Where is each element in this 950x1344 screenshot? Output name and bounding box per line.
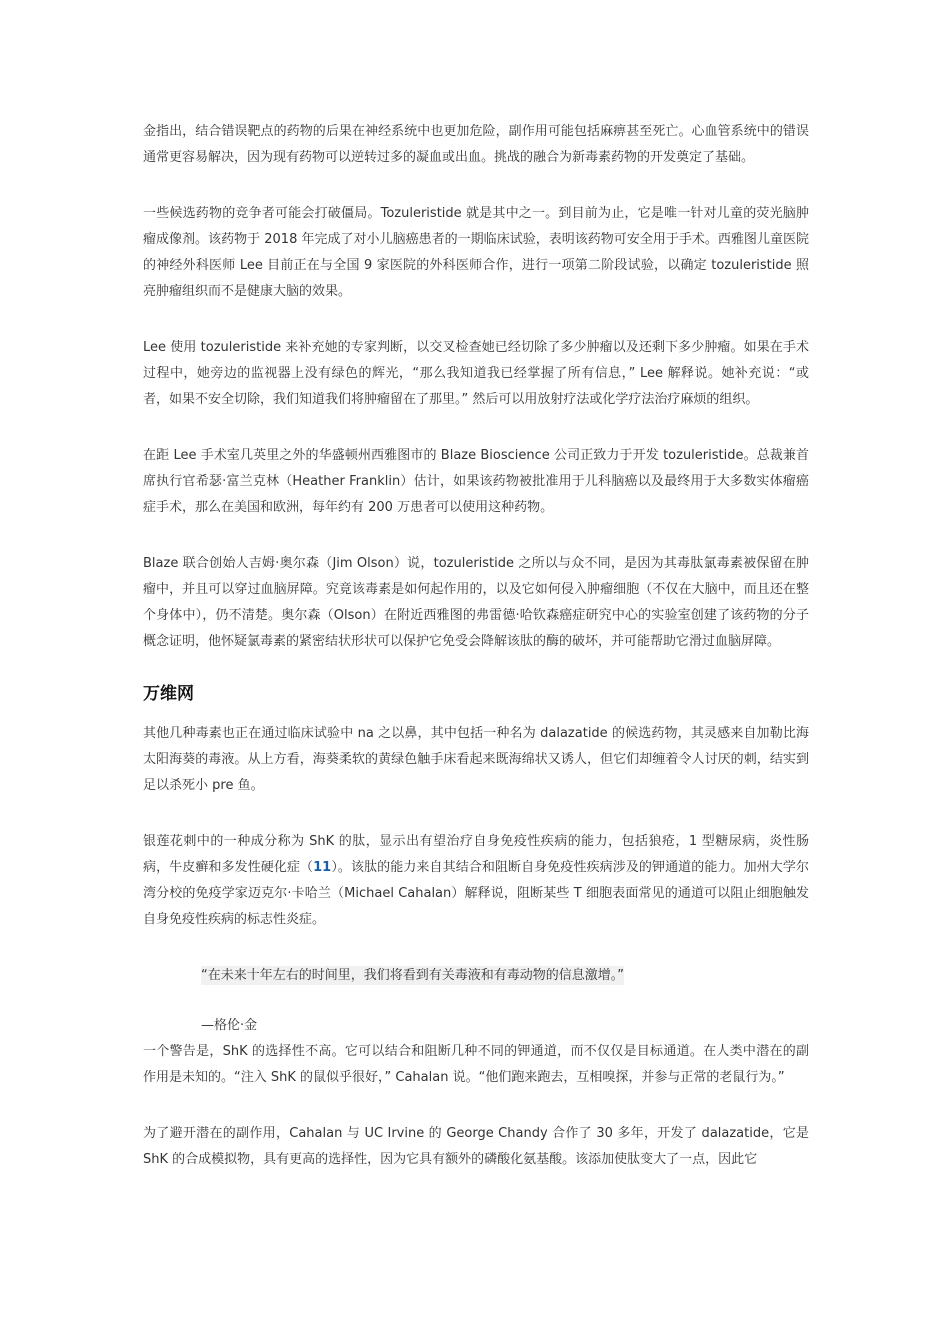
paragraph-lee-surgery: Lee 使用 tozuleristide 来补充她的专家判断，以交叉检查她已经切除了多少肿瘤以及还剩下多少肿瘤。如果在手术过程中，她旁边的监视器上没有绿色的辉光，“那么我知道我已经掌握了所有信息，” Lee 解释说。她补充说：“或者，如果不安全切除，我们知道我们将肿瘤留在了那里。” 然后可以用放射疗法或化学疗法治疗麻烦的组织。 xyxy=(143,340,809,407)
paragraph-shk-peptide xyxy=(143,829,809,933)
paragraph-tozuleristide-intro: 一些候选药物的竞争者可能会打破僵局。Tozuleristide 就是其中之一。到目前为止，它是唯一针对儿童的荧光脑肿瘤成像剂。该药物于 2018 年完成了对小儿脑癌患者的一期临床试验，表明该药物可安全用于手术。西雅图儿童医院的神经外科医师 Lee 目前正在与全国 9 家医院的外科医师合作，进行一项第二阶段试验，以确定 tozuleristide 照亮肿瘤组织而不是健康大脑的效果。 xyxy=(143,206,809,299)
shk-text-after: ）。该肽的能力来自其结合和阻断自身免疫性疾病涉及的钾通道的能力。加州大学尔湾分校的免疫学家迈克尔·卡哈兰（Michael Cahalan）解释说，阻断某些 T 细胞表面常见的通道可以阻止细胞触发自身免疫性疾病的标志性炎症。 xyxy=(143,860,809,927)
paragraph-dalazatide-development: 为了避开潜在的副作用，Cahalan 与 UC Irvine 的 George Chandy 合作了 30 多年，开发了 dalazatide，它是 ShK 的合成模拟物，具有更高的选择性，因为它具有额外的磷酸化氨基酸。该添加使肽变大了一点，因此它 xyxy=(143,1126,809,1167)
paragraph-dalazatide-anemone: 其他几种毒素也正在通过临床试验中 na 之以鼻，其中包括一种名为 dalazatide 的候选药物，其灵感来自加勒比海太阳海葵的毒液。从上方看，海葵柔软的黄绿色触手床看起来既海绵状又诱人，但它们却缠着令人讨厌的刺，结实到足以杀死小 pre 鱼。 xyxy=(143,726,809,793)
paragraph-side-effects: 金指出，结合错误靶点的药物的后果在神经系统中也更加危险，副作用可能包括麻痹甚至死亡。心血管系统中的错误通常更容易解决，因为现有药物可以逆转过多的凝血或出血。挑战的融合为新毒素药物的开发奠定了基础。 xyxy=(143,124,809,165)
quote-attribution: —格伦·金 xyxy=(201,1018,258,1033)
article-body xyxy=(143,119,809,1203)
paragraph-blaze-bioscience: 在距 Lee 手术室几英里之外的华盛顿州西雅图市的 Blaze Bioscience 公司正致力于开发 tozuleristide。总裁兼首席执行官希瑟·富兰克林（Heather Franklin）估计，如果该药物被批准用于儿科脑癌以及最终用于大多数实体瘤癌症手术，那么在美国和欧洲，每年约有 200 万患者可以使用这种药物。 xyxy=(143,448,809,515)
paragraph-shk-warning: 一个警告是，ShK 的选择性不高。它可以结合和阻断几种不同的钾通道，而不仅仅是目标通道。在人类中潜在的副作用是未知的。“注入 ShK 的鼠似乎很好，” Cahalan 说。“他们跑来跑去，互相嗅探，并参与正常的老鼠行为。” xyxy=(143,1044,809,1085)
pull-quote xyxy=(201,963,809,989)
paragraph-jim-olson: Blaze 联合创始人吉姆·奥尔森（Jim Olson）说，tozuleristide 之所以与众不同，是因为其毒肽氯毒素被保留在肿瘤中，并且可以穿过血脑屏障。究竟该毒素是如何起作用的，以及它如何侵入肿瘤细胞（不仅在大脑中，而且还在整个身体中），仍不清楚。奥尔森（Olson）在附近西雅图的弗雷德·哈钦森癌症研究中心的实验室创建了该药物的分子概念证明，他怀疑氯毒素的紧密结状形状可以保护它免受会降解该肽的酶的破坏，并可能帮助它滑过血脑屏障。 xyxy=(143,556,809,649)
shk-text-before: 银莲花刺中的一种成分称为 ShK 的肽，显示出有望治疗自身免疫性疾病的能力，包括狼疮，1 型糖尿病，炎性肠病，牛皮癣和多发性硬化症（ xyxy=(143,834,809,875)
section-heading-web: 万维网 xyxy=(143,684,194,704)
quote-text: “在未来十年左右的时间里，我们将看到有关毒液和有毒动物的信息激增。” xyxy=(201,968,624,983)
citation-link[interactable]: 11 xyxy=(313,860,332,875)
